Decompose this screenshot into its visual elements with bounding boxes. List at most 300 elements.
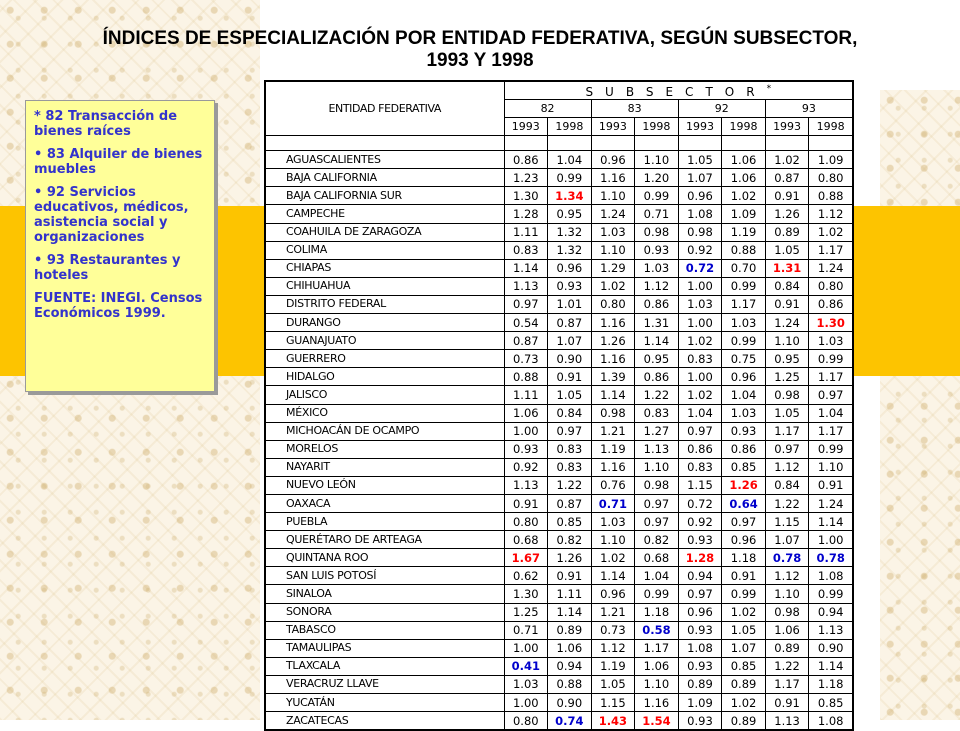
index-value: 1.10 [635, 675, 679, 693]
index-value: 0.99 [722, 332, 766, 350]
index-value: 0.95 [765, 350, 809, 368]
index-value: 1.05 [722, 621, 766, 639]
index-value: 0.88 [504, 368, 548, 386]
index-value: 1.22 [765, 657, 809, 675]
index-value: 0.91 [548, 368, 592, 386]
index-value: 0.89 [678, 675, 722, 693]
index-value: 1.17 [765, 675, 809, 693]
index-value: 0.91 [548, 567, 592, 585]
index-value: 0.99 [635, 585, 679, 603]
index-value: 1.04 [678, 404, 722, 422]
index-value: 0.91 [765, 187, 809, 205]
index-value: 0.92 [504, 458, 548, 476]
table-row [266, 567, 853, 585]
index-value: 1.03 [591, 223, 635, 241]
entity-name: VERACRUZ LLAVE [266, 675, 505, 693]
index-value: 1.19 [591, 440, 635, 458]
index-value: 1.07 [678, 169, 722, 187]
index-value: 1.10 [765, 332, 809, 350]
index-value: 0.86 [809, 295, 853, 313]
index-value: 1.15 [765, 513, 809, 531]
index-value: 1.26 [548, 549, 592, 567]
index-value: 1.21 [591, 422, 635, 440]
index-value: 1.12 [591, 639, 635, 657]
index-value: 1.25 [765, 368, 809, 386]
subsector-code: 83 [591, 100, 678, 118]
index-value: 1.20 [635, 169, 679, 187]
index-value: 0.72 [678, 259, 722, 277]
index-value: 1.03 [591, 513, 635, 531]
index-value: 1.04 [548, 151, 592, 169]
index-value: 1.32 [548, 241, 592, 259]
index-value: 1.39 [591, 368, 635, 386]
year-header: 1998 [722, 118, 766, 136]
entity-name: BAJA CALIFORNIA [266, 169, 505, 187]
subsector-mark: * [766, 84, 772, 94]
index-value: 1.07 [765, 531, 809, 549]
index-value: 1.10 [765, 585, 809, 603]
index-value: 1.00 [678, 368, 722, 386]
index-value: 0.86 [678, 440, 722, 458]
page-title [0, 28, 960, 72]
year-header: 1998 [809, 118, 853, 136]
table-row [266, 440, 853, 458]
index-table-container [264, 80, 854, 731]
index-value: 0.97 [635, 513, 679, 531]
index-value: 1.10 [591, 187, 635, 205]
index-value: 0.99 [635, 187, 679, 205]
entity-name: MICHOACÁN DE OCAMPO [266, 422, 505, 440]
entity-name: QUERÉTARO DE ARTEAGA [266, 531, 505, 549]
index-value: 0.98 [591, 404, 635, 422]
index-value: 1.02 [678, 386, 722, 404]
index-value: 1.13 [809, 621, 853, 639]
index-value: 1.14 [548, 603, 592, 621]
spacer-cell [722, 136, 766, 151]
index-value: 0.68 [635, 549, 679, 567]
index-value: 1.02 [722, 694, 766, 712]
index-value: 1.00 [504, 422, 548, 440]
table-row [266, 151, 853, 169]
index-value: 0.90 [548, 694, 592, 712]
index-value: 0.82 [635, 531, 679, 549]
index-value: 0.73 [504, 350, 548, 368]
index-value: 1.17 [809, 422, 853, 440]
index-value: 0.89 [765, 639, 809, 657]
index-value: 0.97 [504, 295, 548, 313]
background-pattern-right [880, 90, 960, 720]
index-value: 1.13 [504, 476, 548, 494]
year-header: 1998 [635, 118, 679, 136]
entity-name: COLIMA [266, 241, 505, 259]
table-row [266, 187, 853, 205]
table-row [266, 549, 853, 567]
index-value: 1.07 [548, 332, 592, 350]
spacer-cell [635, 136, 679, 151]
year-header: 1993 [591, 118, 635, 136]
index-value: 0.87 [548, 314, 592, 332]
index-value: 1.09 [722, 205, 766, 223]
index-value: 1.31 [635, 314, 679, 332]
index-value: 0.80 [809, 277, 853, 295]
index-value: 0.97 [809, 386, 853, 404]
index-value: 1.02 [722, 603, 766, 621]
entity-name: SAN LUIS POTOSÍ [266, 567, 505, 585]
index-value: 1.10 [591, 241, 635, 259]
index-value: 1.18 [635, 603, 679, 621]
index-value: 1.00 [678, 314, 722, 332]
index-value: 1.02 [591, 549, 635, 567]
index-value: 1.30 [504, 585, 548, 603]
index-value: 1.30 [809, 314, 853, 332]
index-value: 0.83 [548, 458, 592, 476]
index-value: 0.64 [722, 494, 766, 512]
index-value: 0.87 [765, 169, 809, 187]
entity-name: MÉXICO [266, 404, 505, 422]
index-value: 1.23 [504, 169, 548, 187]
index-value: 0.97 [722, 513, 766, 531]
index-value: 0.85 [809, 694, 853, 712]
note-item-83: • 83 Alquiler de bienes muebles [34, 147, 203, 177]
index-value: 1.00 [809, 531, 853, 549]
entity-name: TLAXCALA [266, 657, 505, 675]
index-value: 1.26 [591, 332, 635, 350]
index-value: 1.05 [591, 675, 635, 693]
index-value: 0.89 [722, 712, 766, 730]
index-value: 0.94 [809, 603, 853, 621]
index-value: 0.71 [591, 494, 635, 512]
index-value: 1.16 [591, 169, 635, 187]
index-value: 1.03 [635, 259, 679, 277]
index-value: 0.83 [635, 404, 679, 422]
index-value: 0.78 [809, 549, 853, 567]
subsector-code: 93 [765, 100, 852, 118]
entity-name: GUANAJUATO [266, 332, 505, 350]
header-row-subsector [266, 82, 853, 100]
index-value: 0.58 [635, 621, 679, 639]
entity-name: JALISCO [266, 386, 505, 404]
note-item-93: • 93 Restaurantes y hoteles [34, 253, 181, 283]
table-row [266, 259, 853, 277]
index-value: 1.03 [678, 295, 722, 313]
index-value: 1.14 [591, 567, 635, 585]
index-value: 0.84 [765, 476, 809, 494]
index-value: 0.72 [678, 494, 722, 512]
index-value: 0.71 [635, 205, 679, 223]
index-value: 1.03 [722, 404, 766, 422]
table-row [266, 585, 853, 603]
index-value: 0.84 [548, 404, 592, 422]
index-value: 1.24 [765, 314, 809, 332]
index-value: 1.22 [765, 494, 809, 512]
index-value: 1.14 [809, 657, 853, 675]
index-value: 1.17 [765, 422, 809, 440]
index-value: 1.18 [722, 549, 766, 567]
index-value: 1.01 [548, 295, 592, 313]
index-value: 1.10 [591, 531, 635, 549]
index-value: 1.02 [678, 332, 722, 350]
index-value: 1.11 [504, 223, 548, 241]
year-header: 1993 [504, 118, 548, 136]
index-value: 1.12 [635, 277, 679, 295]
index-value: 0.93 [722, 422, 766, 440]
index-value: 0.74 [548, 712, 592, 730]
entity-name: CHIAPAS [266, 259, 505, 277]
entity-name: DURANGO [266, 314, 505, 332]
index-value: 1.03 [722, 314, 766, 332]
table-row [266, 675, 853, 693]
index-value: 1.22 [548, 476, 592, 494]
table-row [266, 241, 853, 259]
index-value: 1.06 [765, 621, 809, 639]
index-value: 0.80 [504, 712, 548, 730]
entity-name: HIDALGO [266, 368, 505, 386]
entity-name: OAXACA [266, 494, 505, 512]
table-row [266, 295, 853, 313]
index-value: 0.91 [809, 476, 853, 494]
index-value: 0.91 [765, 295, 809, 313]
index-value: 1.28 [678, 549, 722, 567]
index-value: 0.85 [548, 513, 592, 531]
index-value: 1.09 [809, 151, 853, 169]
index-value: 0.93 [678, 531, 722, 549]
year-header: 1993 [765, 118, 809, 136]
index-value: 1.04 [809, 404, 853, 422]
index-value: 0.99 [809, 350, 853, 368]
legend-note [25, 100, 215, 392]
index-value: 0.96 [548, 259, 592, 277]
index-value: 1.14 [504, 259, 548, 277]
index-value: 0.99 [722, 585, 766, 603]
index-value: 0.87 [504, 332, 548, 350]
index-value: 1.02 [591, 277, 635, 295]
index-value: 0.88 [548, 675, 592, 693]
index-value: 1.06 [548, 639, 592, 657]
index-value: 1.13 [635, 440, 679, 458]
entity-name: YUCATÁN [266, 694, 505, 712]
index-value: 1.06 [722, 169, 766, 187]
index-value: 1.04 [635, 567, 679, 585]
index-value: 0.93 [678, 712, 722, 730]
table-row [266, 494, 853, 512]
index-value: 0.94 [548, 657, 592, 675]
index-value: 0.75 [722, 350, 766, 368]
index-value: 1.32 [548, 223, 592, 241]
index-value: 1.10 [635, 151, 679, 169]
table-row [266, 639, 853, 657]
index-value: 0.96 [678, 187, 722, 205]
index-value: 1.03 [809, 332, 853, 350]
index-value: 0.70 [722, 259, 766, 277]
index-value: 1.00 [678, 277, 722, 295]
index-value: 0.68 [504, 531, 548, 549]
index-value: 0.76 [591, 476, 635, 494]
table-row [266, 350, 853, 368]
index-value: 0.96 [591, 585, 635, 603]
table-row [266, 621, 853, 639]
index-value: 1.24 [809, 494, 853, 512]
index-value: 1.14 [591, 386, 635, 404]
spacer-cell [548, 136, 592, 151]
index-value: 1.00 [504, 694, 548, 712]
index-value: 1.21 [591, 603, 635, 621]
index-value: 0.98 [635, 223, 679, 241]
spacer-cell [266, 136, 505, 151]
index-value: 0.87 [548, 494, 592, 512]
entity-name: AGUASCALIENTES [266, 151, 505, 169]
index-value: 0.96 [591, 151, 635, 169]
index-value: 0.98 [678, 223, 722, 241]
index-value: 1.00 [504, 639, 548, 657]
index-value: 1.06 [722, 151, 766, 169]
spacer-cell [504, 136, 548, 151]
index-value: 0.98 [765, 603, 809, 621]
table-row [266, 476, 853, 494]
note-source: FUENTE: INEGI. Censos Económicos 1999. [34, 291, 203, 321]
index-value: 0.92 [678, 513, 722, 531]
index-value: 1.16 [591, 314, 635, 332]
index-value: 0.94 [678, 567, 722, 585]
index-value: 0.99 [722, 277, 766, 295]
subsector-code: 92 [678, 100, 765, 118]
table-row [266, 458, 853, 476]
year-header: 1998 [548, 118, 592, 136]
index-value: 1.14 [809, 513, 853, 531]
index-value: 1.02 [722, 187, 766, 205]
index-value: 0.78 [765, 549, 809, 567]
index-value: 1.24 [591, 205, 635, 223]
index-value: 1.08 [678, 639, 722, 657]
index-value: 1.18 [809, 675, 853, 693]
index-value: 1.10 [809, 458, 853, 476]
index-value: 0.84 [765, 277, 809, 295]
index-value: 1.09 [678, 694, 722, 712]
index-value: 1.16 [635, 694, 679, 712]
index-value: 0.80 [809, 169, 853, 187]
index-value: 1.15 [591, 694, 635, 712]
index-value: 0.98 [765, 386, 809, 404]
entity-name: NAYARIT [266, 458, 505, 476]
index-value: 1.24 [809, 259, 853, 277]
table-row [266, 422, 853, 440]
index-value: 0.73 [591, 621, 635, 639]
entity-name: DISTRITO FEDERAL [266, 295, 505, 313]
table-row [266, 531, 853, 549]
index-value: 0.89 [765, 223, 809, 241]
index-value: 0.99 [548, 169, 592, 187]
index-value: 0.93 [635, 241, 679, 259]
index-value: 0.97 [548, 422, 592, 440]
index-value: 0.91 [765, 694, 809, 712]
index-value: 1.07 [722, 639, 766, 657]
index-value: 0.90 [809, 639, 853, 657]
index-value: 1.43 [591, 712, 635, 730]
index-value: 0.97 [678, 422, 722, 440]
note-item-92: • 92 Servicios educativos, médicos, asistencia social y organizaciones [34, 185, 189, 245]
entity-name: GUERRERO [266, 350, 505, 368]
table-row [266, 694, 853, 712]
entity-name: QUINTANA ROO [266, 549, 505, 567]
spacer-row [266, 136, 853, 151]
index-value: 1.19 [591, 657, 635, 675]
index-value: 1.17 [722, 295, 766, 313]
index-value: 0.80 [591, 295, 635, 313]
index-value: 0.88 [809, 187, 853, 205]
index-value: 0.95 [635, 350, 679, 368]
index-value: 0.82 [548, 531, 592, 549]
title-line-1: ÍNDICES DE ESPECIALIZACIÓN POR ENTIDAD FEDERATIVA, SEGÚN SUBSECTOR, [102, 28, 858, 49]
index-value: 1.14 [635, 332, 679, 350]
index-value: 1.04 [722, 386, 766, 404]
note-item-82: * 82 Transacción de bienes raíces [34, 109, 178, 139]
index-value: 0.85 [722, 657, 766, 675]
index-value: 0.99 [809, 585, 853, 603]
table-row [266, 603, 853, 621]
spacer-cell [591, 136, 635, 151]
index-value: 0.62 [504, 567, 548, 585]
entity-name: SONORA [266, 603, 505, 621]
table-row [266, 332, 853, 350]
index-value: 1.19 [722, 223, 766, 241]
index-value: 1.10 [635, 458, 679, 476]
table-row [266, 513, 853, 531]
index-value: 1.05 [678, 151, 722, 169]
index-value: 1.02 [809, 223, 853, 241]
entity-name: PUEBLA [266, 513, 505, 531]
index-value: 0.80 [504, 513, 548, 531]
index-value: 0.90 [548, 350, 592, 368]
table-row [266, 368, 853, 386]
subsector-header [504, 82, 852, 100]
spacer-cell [678, 136, 722, 151]
index-value: 1.22 [635, 386, 679, 404]
index-value: 0.97 [765, 440, 809, 458]
index-value: 1.16 [591, 350, 635, 368]
index-value: 1.13 [765, 712, 809, 730]
index-value: 0.97 [635, 494, 679, 512]
index-value: 1.08 [809, 712, 853, 730]
index-value: 1.29 [591, 259, 635, 277]
index-value: 1.25 [504, 603, 548, 621]
index-value: 1.26 [765, 205, 809, 223]
index-value: 0.93 [548, 277, 592, 295]
index-value: 0.93 [678, 657, 722, 675]
title-line-2: 1993 Y 1998 [426, 50, 534, 71]
index-value: 1.31 [765, 259, 809, 277]
index-value: 1.05 [548, 386, 592, 404]
index-value: 0.54 [504, 314, 548, 332]
index-value: 1.13 [504, 277, 548, 295]
entity-column-header: ENTIDAD FEDERATIVA [266, 82, 505, 136]
table-row [266, 314, 853, 332]
index-value: 0.88 [722, 241, 766, 259]
index-value: 0.83 [504, 241, 548, 259]
index-value: 1.06 [635, 657, 679, 675]
index-value: 0.91 [722, 567, 766, 585]
entity-name: ZACATECAS [266, 712, 505, 730]
index-value: 0.97 [678, 585, 722, 603]
index-value: 0.86 [635, 295, 679, 313]
index-value: 1.11 [504, 386, 548, 404]
subsector-code: 82 [504, 100, 591, 118]
entity-name: SINALOA [266, 585, 505, 603]
table-row [266, 169, 853, 187]
index-value: 1.08 [678, 205, 722, 223]
table-row [266, 277, 853, 295]
table-row [266, 223, 853, 241]
index-value: 0.71 [504, 621, 548, 639]
entity-name: COAHUILA DE ZARAGOZA [266, 223, 505, 241]
